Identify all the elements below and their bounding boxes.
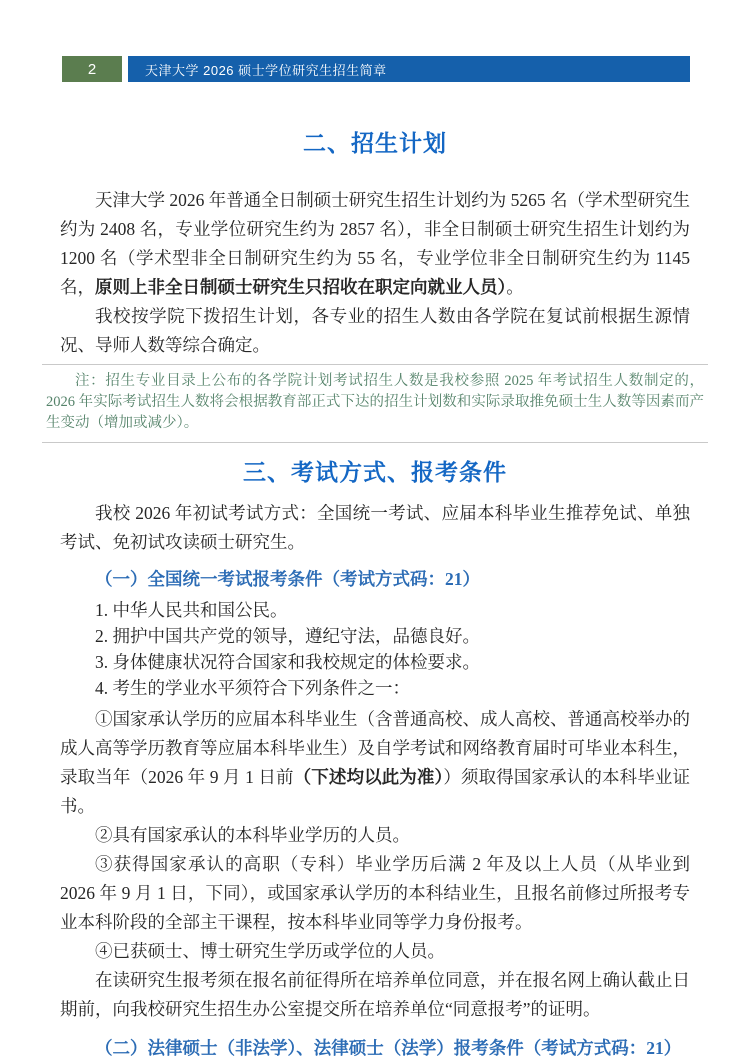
page-content xyxy=(46,130,704,1060)
para-enrollment-numbers-text: 天津大学 2026 年普通全日制硕士研究生招生计划约为 5265 名（学术型研究生约为 2408 名，专业学位研究生约为 2857 名），非全日制硕士研究生招生计划约为 1200 名（学术型非全日制研究生约为 55 名，专业学位非全日制研究生约为 1145 名， xyxy=(60,190,690,297)
section-enrollment-plan-heading: 二、招生计划 xyxy=(303,130,447,156)
subheading-national-exam-conditions: （一）全国统一考试报考条件（考试方式码：21） xyxy=(95,569,480,589)
condition-item-academic: 4. 考生的学业水平须符合下列条件之一： xyxy=(95,678,410,698)
subheading-law-master-conditions: （二）法律硕士（非法学）、法律硕士（法学）报考条件（考试方式码：21） xyxy=(95,1038,682,1058)
condition-item-citizen: 1. 中华人民共和国公民。 xyxy=(95,600,288,620)
note-enrollment-figures: 注：招生专业目录上公布的各学院计划考试招生人数是我校参照 2025 年考试招生人数制定的，2026 年实际考试招生人数将会根据教育部正式下达的招生计划数和实际录取推免硕士生人数等因素而产生变动（增加或减少）。 xyxy=(42,364,708,443)
para-degree-condition-4: ④已获硕士、博士研究生学历或学位的人员。 xyxy=(95,941,445,961)
para-degree-condition-1 xyxy=(60,705,690,821)
page-number: 2 xyxy=(87,60,97,78)
para-degree-condition-2: ②具有国家承认的本科毕业学历的人员。 xyxy=(95,825,410,845)
header-title-bar xyxy=(128,56,690,82)
para-enrollment-numbers xyxy=(60,186,690,302)
para-degree-condition-1-bold: （下述均以此为准） xyxy=(293,767,444,787)
para-degree-condition-1-end: ）须取得国家承认的本科毕业证书。 xyxy=(60,767,691,816)
conditions-list xyxy=(60,597,690,701)
para-exam-methods: 我校 2026 年初试考试方式：全国统一考试、应届本科毕业生推荐免试、单独考试、免初试攻读硕士研究生。 xyxy=(60,503,690,552)
page-number-box xyxy=(62,56,122,82)
para-degree-condition-1-text: ①国家承认学历的应届本科毕业生（含普通高校、成人高校、普通高校举办的成人高等学历教育等应届本科毕业生）及自学考试和网络教育届时可毕业本科生，录取当年（2026 年 9 月 1 日前 xyxy=(60,709,690,787)
para-enrollment-numbers-end: 。 xyxy=(506,277,524,297)
section-exam-methods-heading: 三、考试方式、报考条件 xyxy=(243,459,507,485)
header-title: 天津大学 2026 硕士学位研究生招生简章 xyxy=(145,62,387,78)
condition-item-health: 3. 身体健康状况符合国家和我校规定的体检要求。 xyxy=(95,652,480,672)
para-current-grad-students: 在读研究生报考须在报名前征得所在培养单位同意，并在报名网上确认截止日期前，向我校研究生招生办公室提交所在培养单位“同意报考”的证明。 xyxy=(60,970,690,1019)
para-plan-allocation: 我校按学院下拨招生计划，各专业的招生人数由各学院在复试前根据生源情况、导师人数等综合确定。 xyxy=(60,306,690,355)
para-enrollment-numbers-bold: 原则上非全日制硕士研究生只招收在职定向就业人员） xyxy=(95,277,507,297)
condition-item-conduct: 2. 拥护中国共产党的领导，遵纪守法，品德良好。 xyxy=(95,626,480,646)
para-degree-condition-3: ③获得国家承认的高职（专科）毕业学历后满 2 年及以上人员（从毕业到 2026 年 9 月 1 日，下同），或国家承认学历的本科结业生，且报名前修过所报考专业本科阶段的全部主干课程，按本科毕业同等学力身份报考。 xyxy=(60,854,690,932)
page-header xyxy=(62,56,690,82)
